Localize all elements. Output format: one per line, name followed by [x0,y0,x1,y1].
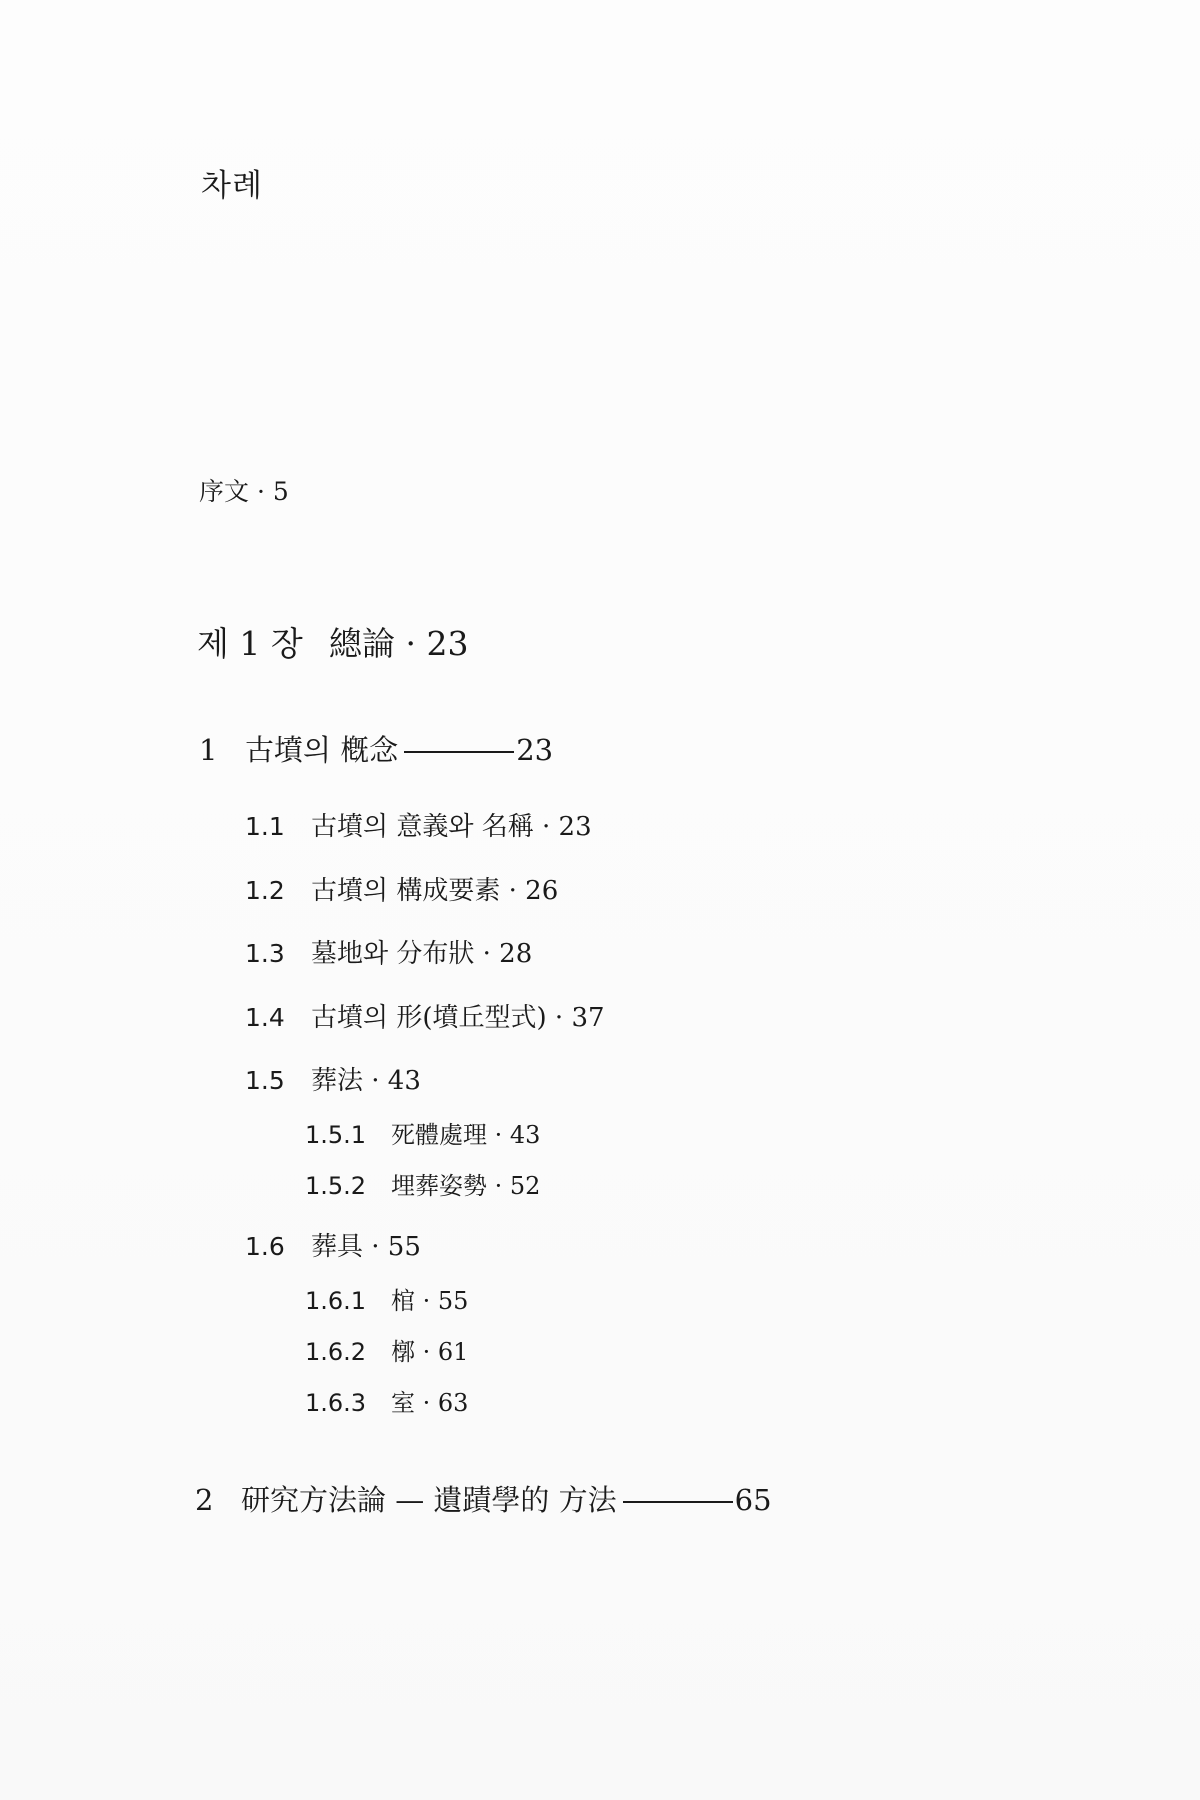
section-number: 2 [195,1483,214,1517]
entry-number: 1.1 [245,812,285,841]
entry-number: 1.2 [245,876,285,905]
chapter-number: 제 1 장 [197,624,303,663]
section-title: 古墳의 槪念 [245,733,399,767]
entry-number: 1.5.2 [305,1172,367,1200]
leader-dash [404,751,514,753]
page-title: 차례 [201,168,263,204]
section-2-heading [195,1478,772,1519]
entry-number: 1.6.1 [305,1287,367,1315]
toc-entry-1-6 [245,1226,421,1263]
entry-number: 1.6.2 [305,1338,367,1366]
section-number: 1 [199,733,218,767]
toc-entry-1-4 [245,997,605,1034]
section-title: 研究方法論 — 遺蹟學的 方法 [241,1483,617,1517]
chapter-title: 總論 · 23 [329,624,469,663]
entry-number: 1.5.1 [305,1121,367,1149]
entry-text: 墓地와 分布狀 · 28 [311,939,533,969]
entry-number: 1.4 [245,1003,285,1032]
toc-entry-1-2 [245,870,558,907]
entry-number: 1.6 [245,1232,285,1261]
leader-dash [623,1501,733,1503]
toc-entry-1-5 [245,1060,421,1097]
entry-text: 槨 · 61 [391,1338,469,1366]
entry-text: 埋葬姿勢 · 52 [391,1172,541,1200]
entry-text: 葬具 · 55 [311,1232,421,1262]
toc-entry-1-6-3 [305,1383,468,1418]
entry-number: 1.6.3 [305,1389,367,1417]
entry-text: 古墳의 意義와 名稱 · 23 [311,812,592,842]
toc-entry-1-6-1 [305,1281,468,1316]
section-page: 23 [516,733,554,767]
entry-text: 死體處理 · 43 [391,1121,541,1149]
entry-text: 室 · 63 [391,1389,469,1417]
toc-entry-1-5-1 [305,1115,540,1150]
entry-number: 1.5 [245,1066,285,1095]
toc-entry-1-1 [245,806,592,843]
toc-entry-1-6-2 [305,1332,468,1367]
entry-text: 古墳의 構成要素 · 26 [311,876,559,906]
entry-text: 葬法 · 43 [311,1066,421,1096]
entry-text: 古墳의 形(墳丘型式) · 37 [311,1003,605,1033]
toc-entry-1-5-2 [305,1166,540,1201]
toc-entry-1-3 [245,933,532,970]
entry-number: 1.3 [245,939,285,968]
section-page: 65 [734,1483,772,1517]
section-1-heading [199,728,553,769]
toc-preface: 序文 · 5 [199,477,289,506]
chapter-heading [197,618,468,665]
entry-text: 棺 · 55 [391,1287,469,1315]
